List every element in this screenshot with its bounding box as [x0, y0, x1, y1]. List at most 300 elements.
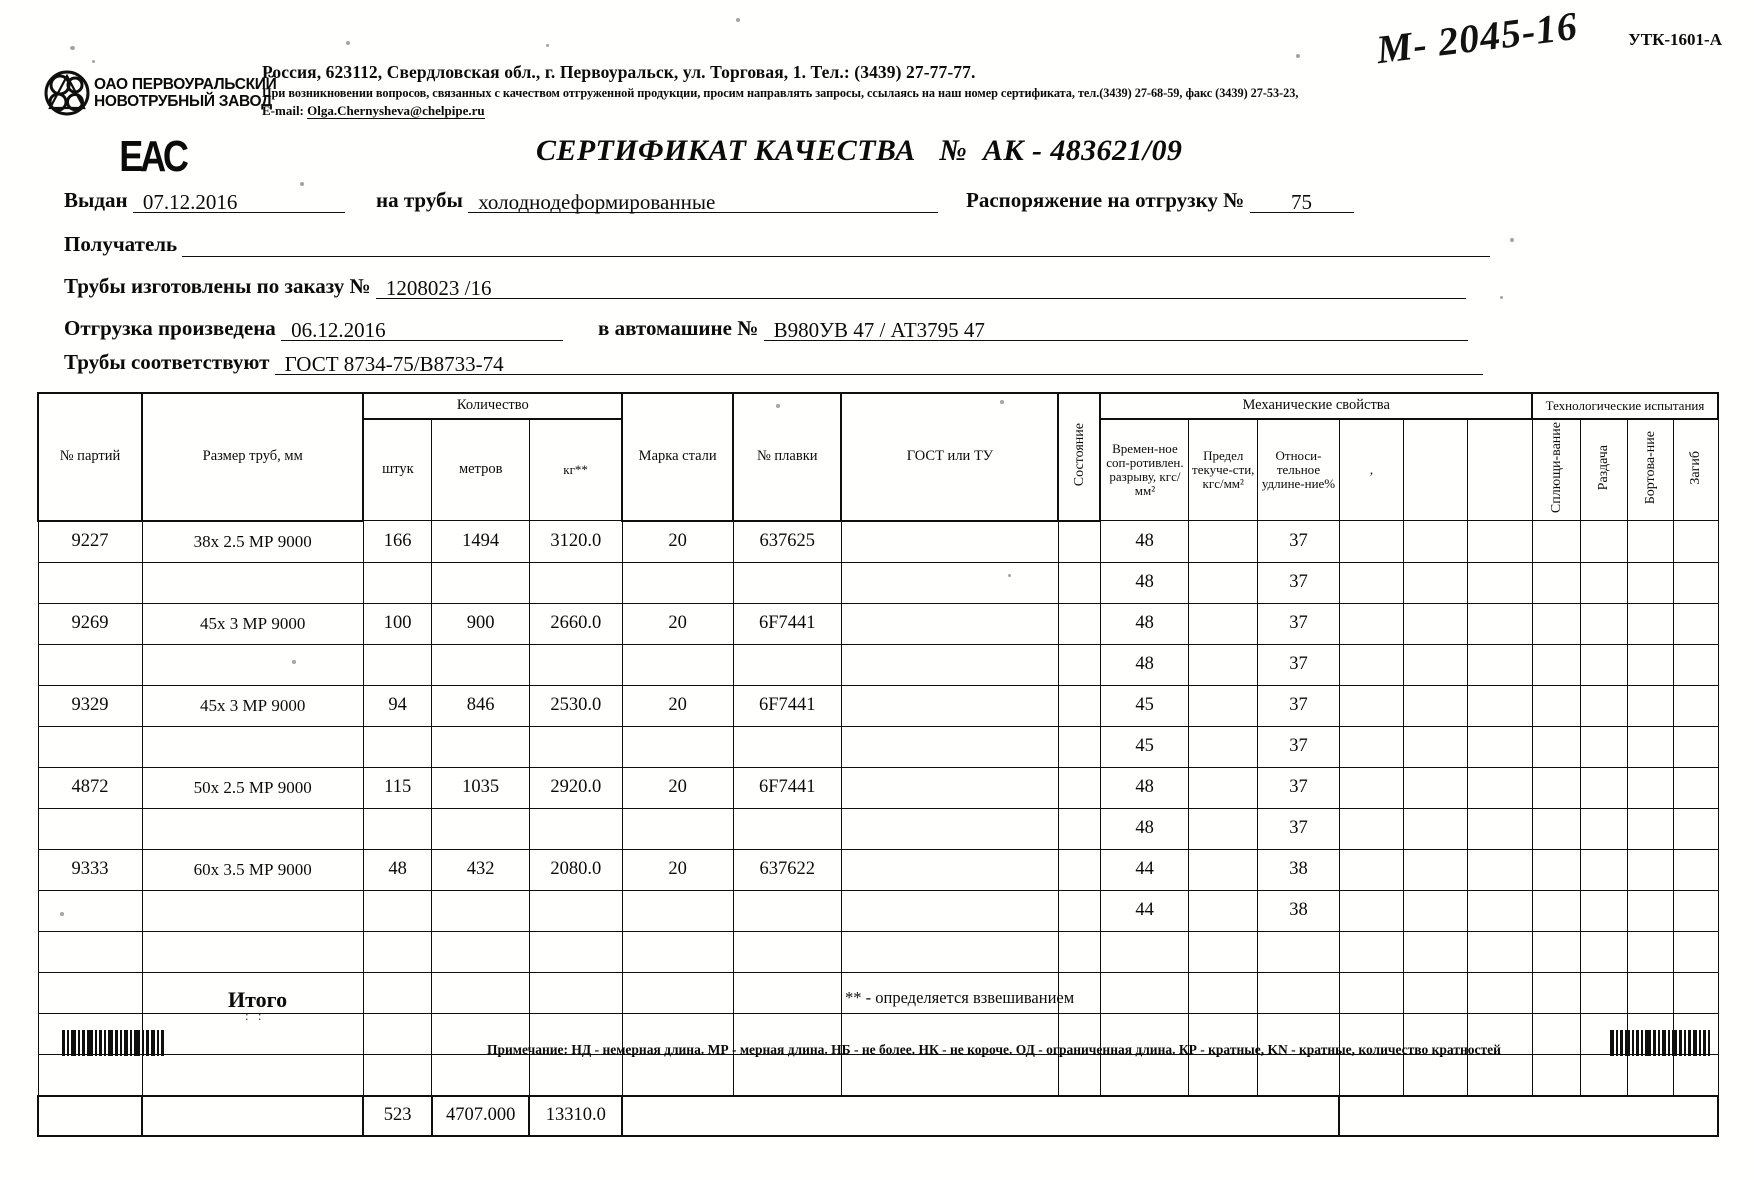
- cell-condition: [1058, 726, 1100, 767]
- cell-test-4: [1581, 972, 1627, 1013]
- cell-test-0: [1339, 808, 1403, 849]
- cell-condition: [1058, 808, 1100, 849]
- cell-test-2: [1468, 808, 1532, 849]
- cell-test-6: [1674, 767, 1718, 808]
- company-logo: [44, 68, 277, 118]
- cell-tensile: 45: [1100, 685, 1189, 726]
- field-recipient-value-box[interactable]: [182, 232, 1490, 257]
- field-order-value-box[interactable]: [376, 274, 1466, 299]
- cell-test-5: [1627, 603, 1673, 644]
- cell-pieces: [363, 726, 432, 767]
- cell-pieces: 100: [363, 603, 432, 644]
- col-header-condition-text: Состояние: [1071, 422, 1087, 487]
- cell-test-2: [1468, 767, 1532, 808]
- col-header-extra3: [1468, 419, 1532, 521]
- cell-size: [142, 562, 363, 603]
- cell-meters: [432, 931, 529, 972]
- col-header-expansion-text: Раздача: [1596, 445, 1612, 491]
- cell-test-4: [1581, 644, 1627, 685]
- totals-meters: 4707.000: [432, 1096, 529, 1136]
- cell-condition: [1058, 849, 1100, 890]
- cell-steel-grade: 20: [622, 521, 733, 563]
- group-header-quantity: Количество: [363, 393, 622, 419]
- cell-test-6: [1674, 849, 1718, 890]
- cell-test-1: [1404, 1054, 1468, 1096]
- cell-size: [142, 1054, 363, 1096]
- cell-gost: [841, 726, 1058, 767]
- cell-yield: [1189, 603, 1258, 644]
- cell-elongation: 37: [1258, 726, 1340, 767]
- cell-heat: 6F7441: [733, 685, 841, 726]
- cell-test-1: [1404, 562, 1468, 603]
- cell-kg: 3120.0: [529, 521, 622, 563]
- cell-test-5: [1627, 849, 1673, 890]
- field-order-label: Трубы изготовлены по заказу №: [64, 274, 371, 298]
- cell-tensile: 48: [1100, 603, 1189, 644]
- cell-size: [142, 644, 363, 685]
- cell-yield: [1189, 808, 1258, 849]
- field-vehicle: [598, 316, 1468, 341]
- field-issued-label: Выдан: [64, 188, 128, 212]
- cell-test-6: [1674, 644, 1718, 685]
- weighing-note: ** - определяется взвешиванием: [845, 988, 1075, 1007]
- cell-size: [142, 726, 363, 767]
- cell-test-2: [1468, 1054, 1532, 1096]
- cell-heat: 6F7441: [733, 603, 841, 644]
- group-header-mechanical: Механические свойства: [1100, 393, 1532, 419]
- cell-tensile: [1100, 1054, 1189, 1096]
- cell-yield: [1189, 685, 1258, 726]
- cell-steel-grade: 20: [622, 767, 733, 808]
- company-name: [94, 76, 277, 110]
- company-address-block: [262, 62, 1442, 119]
- cell-yield: [1189, 1054, 1258, 1096]
- cell-lot: [38, 972, 142, 1013]
- cell-yield: [1189, 562, 1258, 603]
- cell-meters: 1494: [432, 521, 529, 563]
- cell-gost: [841, 521, 1058, 563]
- cell-elongation: [1258, 972, 1340, 1013]
- table-row: [38, 685, 1718, 726]
- cell-test-3: [1532, 562, 1581, 603]
- field-shipment: [64, 316, 563, 341]
- col-header-meters: метров: [432, 419, 529, 521]
- cell-kg: [529, 562, 622, 603]
- cell-tensile: 48: [1100, 808, 1189, 849]
- cell-kg: 2660.0: [529, 603, 622, 644]
- cell-test-1: [1404, 644, 1468, 685]
- cell-tensile: 48: [1100, 644, 1189, 685]
- cell-test-2: [1468, 521, 1532, 563]
- cell-gost: [841, 562, 1058, 603]
- cell-elongation: 37: [1258, 521, 1340, 563]
- cell-kg: [529, 726, 622, 767]
- cell-test-4: [1581, 931, 1627, 972]
- cell-yield: [1189, 521, 1258, 563]
- table-row: [38, 808, 1718, 849]
- col-header-kg: кг**: [529, 419, 622, 521]
- col-header-extra2: [1404, 419, 1468, 521]
- cell-test-3: [1532, 972, 1581, 1013]
- cell-heat: [733, 644, 841, 685]
- col-header-lot: № партий: [38, 393, 142, 521]
- cell-size: [142, 890, 363, 931]
- cell-test-5: [1627, 890, 1673, 931]
- cell-meters: 900: [432, 603, 529, 644]
- cell-test-0: [1339, 849, 1403, 890]
- field-vehicle-label: в автомашине №: [598, 316, 759, 340]
- cell-yield: [1189, 849, 1258, 890]
- scan-speck: [1296, 54, 1300, 58]
- cell-steel-grade: 20: [622, 685, 733, 726]
- cell-pieces: [363, 931, 432, 972]
- cell-heat: 637622: [733, 849, 841, 890]
- col-header-extra1: ,: [1339, 419, 1403, 521]
- cell-test-3: [1532, 521, 1581, 563]
- field-shipping-order-value: 75: [1291, 190, 1312, 214]
- cell-steel-grade: [622, 644, 733, 685]
- cell-lot: [38, 644, 142, 685]
- col-header-gost: ГОСТ или ТУ: [841, 393, 1058, 521]
- certificate-number-label: №: [939, 134, 968, 167]
- cell-test-1: [1404, 767, 1468, 808]
- cell-condition: [1058, 890, 1100, 931]
- cell-test-1: [1404, 808, 1468, 849]
- cell-test-3: [1532, 1013, 1581, 1054]
- cell-test-0: [1339, 890, 1403, 931]
- cell-test-1: [1404, 603, 1468, 644]
- cell-test-3: [1532, 890, 1581, 931]
- field-recipient-label: Получатель: [64, 232, 178, 256]
- company-name-line1: ОАО ПЕРВОУРАЛЬСКИЙ: [94, 76, 277, 93]
- company-name-line2: НОВОТРУБНЫЙ ЗАВОД: [94, 93, 272, 110]
- handwritten-registration-note: М- 2045-16: [1373, 2, 1580, 73]
- cell-meters: [432, 562, 529, 603]
- field-shipping-order-label: Распоряжение на отгрузку №: [966, 188, 1245, 212]
- col-header-yield: Предел текуче-сти, кгс/мм²: [1189, 419, 1258, 521]
- cell-meters: 846: [432, 685, 529, 726]
- cell-test-0: [1339, 931, 1403, 972]
- cell-kg: [529, 808, 622, 849]
- company-address: Россия, 623112, Свердловская обл., г. Первоуральск, ул. Торговая, 1. Тел.: (3439) 27-77-77.: [262, 62, 976, 82]
- cell-test-6: [1674, 1054, 1718, 1096]
- table-row: [38, 726, 1718, 767]
- cell-condition: [1058, 603, 1100, 644]
- cell-meters: [432, 726, 529, 767]
- cell-elongation: 37: [1258, 808, 1340, 849]
- field-issued-value-box[interactable]: [133, 188, 345, 213]
- cell-heat: [733, 1054, 841, 1096]
- cell-test-1: [1404, 521, 1468, 563]
- cell-test-4: [1581, 562, 1627, 603]
- table-group-header-row: [38, 393, 1718, 419]
- cell-test-4: [1581, 521, 1627, 563]
- cell-steel-grade: [622, 808, 733, 849]
- cell-meters: [432, 808, 529, 849]
- cell-test-5: [1627, 972, 1673, 1013]
- cell-heat: 637625: [733, 521, 841, 563]
- cell-condition: [1058, 931, 1100, 972]
- field-order-value: 1208023 /16: [385, 276, 492, 300]
- cell-test-6: [1674, 890, 1718, 931]
- col-header-bend: [1674, 419, 1718, 521]
- cell-yield: [1189, 931, 1258, 972]
- cell-gost: [841, 808, 1058, 849]
- cell-kg: 2530.0: [529, 685, 622, 726]
- cell-test-0: [1339, 726, 1403, 767]
- cell-gost: [841, 1054, 1058, 1096]
- field-order: [64, 274, 1466, 299]
- cell-lot: 4872: [38, 767, 142, 808]
- col-header-size: Размер труб, мм: [142, 393, 363, 521]
- cell-lot: 9227: [38, 521, 142, 563]
- cell-test-3: [1532, 931, 1581, 972]
- cell-size: 45х 3 МР 9000: [142, 603, 363, 644]
- scan-speck: [736, 18, 740, 22]
- field-shipment-value-box[interactable]: [281, 316, 563, 341]
- field-pipes-for-value-box[interactable]: [468, 188, 938, 213]
- col-header-heat: № плавки: [733, 393, 841, 521]
- cell-test-1: [1404, 931, 1468, 972]
- table-row: [38, 890, 1718, 931]
- cell-test-5: [1627, 931, 1673, 972]
- email-label: E-mail:: [262, 103, 304, 118]
- field-shipment-value: 06.12.2016: [291, 318, 386, 342]
- cell-pieces: [363, 644, 432, 685]
- col-header-flanging: [1627, 419, 1673, 521]
- col-header-steel-grade: Марка стали: [622, 393, 733, 521]
- cell-heat: [733, 972, 841, 1013]
- cell-yield: [1189, 644, 1258, 685]
- cell-steel-grade: 20: [622, 849, 733, 890]
- col-header-elongation: Относи-тельное удлине-ние%: [1258, 419, 1340, 521]
- cell-test-0: [1339, 1054, 1403, 1096]
- cell-test-5: [1627, 562, 1673, 603]
- totals-kg: 13310.0: [529, 1096, 622, 1136]
- cell-elongation: [1258, 1054, 1340, 1096]
- col-header-flanging-text: Бортова-ние: [1642, 431, 1658, 505]
- email-address[interactable]: Olga.Chernysheva@chelpipe.ru: [307, 103, 485, 118]
- scan-speck: [1500, 296, 1503, 299]
- cell-pieces: 115: [363, 767, 432, 808]
- totals-label-cell: [142, 1096, 363, 1136]
- cell-heat: [733, 808, 841, 849]
- cell-test-3: [1532, 726, 1581, 767]
- cell-test-2: [1468, 726, 1532, 767]
- cell-test-4: [1581, 685, 1627, 726]
- cell-condition: [1058, 685, 1100, 726]
- table-row: [38, 767, 1718, 808]
- barcode-right: [1610, 1030, 1712, 1056]
- cell-heat: [733, 562, 841, 603]
- cell-test-0: [1339, 562, 1403, 603]
- certificate-table: [37, 392, 1719, 1137]
- cell-elongation: 37: [1258, 562, 1340, 603]
- cell-pieces: 94: [363, 685, 432, 726]
- legend-note: Примечание: НД - немерная длина. МР - мерная длина. НБ - не более. НК - не короче. ОД - ограниченная длина. КР - кратные, KN - кратные, количество кратностей: [487, 1042, 1501, 1057]
- cell-gost: [841, 849, 1058, 890]
- col-header-flattening: [1532, 419, 1581, 521]
- cell-tensile: [1100, 972, 1189, 1013]
- cell-lot: [38, 890, 142, 931]
- barcode-left: [62, 1030, 166, 1056]
- cell-condition: [1058, 767, 1100, 808]
- logo-mark-icon: [44, 70, 90, 116]
- table-row: [38, 521, 1718, 563]
- cell-yield: [1189, 890, 1258, 931]
- cell-tensile: 45: [1100, 726, 1189, 767]
- scan-speck: [546, 44, 549, 47]
- field-shipping-order-value-box[interactable]: [1250, 188, 1354, 213]
- cell-tensile: 48: [1100, 562, 1189, 603]
- cell-heat: [733, 890, 841, 931]
- cell-condition: [1058, 1054, 1100, 1096]
- cell-kg: 2920.0: [529, 767, 622, 808]
- cell-test-3: [1532, 808, 1581, 849]
- totals-label: Итого: [228, 987, 288, 1012]
- field-pipes-for-value: холоднодеформированные: [478, 190, 716, 214]
- cell-pieces: [363, 1013, 432, 1054]
- cell-size: [142, 931, 363, 972]
- cell-test-4: [1581, 603, 1627, 644]
- quality-notice: При возникновении вопросов, связанных с качеством отгруженной продукции, просим направлять запросы, ссылаясь на наш номер сертификата, тел.(3439) 27-68-59, факс (3439) 27-53-23,: [262, 86, 1299, 100]
- cell-pieces: [363, 808, 432, 849]
- cell-elongation: 37: [1258, 603, 1340, 644]
- cell-yield: [1189, 767, 1258, 808]
- cell-size: [142, 808, 363, 849]
- cell-test-3: [1532, 603, 1581, 644]
- cell-test-6: [1674, 726, 1718, 767]
- totals-pieces: 523: [363, 1096, 432, 1136]
- scan-speck: [346, 41, 350, 45]
- cell-gost: [841, 767, 1058, 808]
- cell-test-5: [1627, 1054, 1673, 1096]
- cell-tensile: 44: [1100, 890, 1189, 931]
- scan-speck: [70, 46, 75, 50]
- field-standard-value-box[interactable]: [275, 350, 1483, 375]
- field-standard: [64, 350, 1483, 375]
- field-pipes-for-label: на трубы: [376, 188, 463, 212]
- cell-pieces: 166: [363, 521, 432, 563]
- cell-test-4: [1581, 767, 1627, 808]
- cell-elongation: [1258, 931, 1340, 972]
- cell-steel-grade: [622, 1054, 733, 1096]
- cell-test-5: [1627, 521, 1673, 563]
- cell-pieces: [363, 890, 432, 931]
- cell-elongation: 38: [1258, 849, 1340, 890]
- cell-pieces: 48: [363, 849, 432, 890]
- cell-kg: 2080.0: [529, 849, 622, 890]
- field-pipes-for: [376, 188, 938, 213]
- totals-spacer-lot: [38, 1096, 142, 1136]
- cell-steel-grade: [622, 726, 733, 767]
- cell-meters: 432: [432, 849, 529, 890]
- table-row: [38, 562, 1718, 603]
- cell-elongation: 37: [1258, 767, 1340, 808]
- table-body: [38, 521, 1718, 1096]
- cell-gost: [841, 603, 1058, 644]
- cell-lot: [38, 726, 142, 767]
- cell-size: 50х 2.5 МР 9000: [142, 767, 363, 808]
- cell-test-1: [1404, 726, 1468, 767]
- field-shipment-label: Отгрузка произведена: [64, 316, 276, 340]
- cell-lot: [38, 931, 142, 972]
- totals-subscript-marks: : :: [245, 1008, 265, 1023]
- field-recipient: [64, 232, 1490, 257]
- cell-steel-grade: [622, 931, 733, 972]
- cell-test-2: [1468, 972, 1532, 1013]
- table-row: [38, 849, 1718, 890]
- cell-test-5: [1627, 808, 1673, 849]
- cell-meters: [432, 972, 529, 1013]
- cell-test-4: [1581, 1054, 1627, 1096]
- cell-test-5: [1627, 726, 1673, 767]
- cell-test-2: [1468, 685, 1532, 726]
- cell-size: 60х 3.5 МР 9000: [142, 849, 363, 890]
- cell-kg: [529, 1054, 622, 1096]
- certificate-number: АК - 483621/09: [983, 134, 1183, 167]
- field-shipping-order: [966, 188, 1354, 213]
- cell-test-6: [1674, 562, 1718, 603]
- cell-elongation: 37: [1258, 644, 1340, 685]
- col-header-bend-text: Загиб: [1688, 450, 1704, 485]
- cell-pieces: [363, 1054, 432, 1096]
- cell-test-4: [1581, 726, 1627, 767]
- cell-gost: [841, 931, 1058, 972]
- table-row: [38, 644, 1718, 685]
- cell-test-3: [1532, 644, 1581, 685]
- cell-test-6: [1674, 972, 1718, 1013]
- cell-test-4: [1581, 849, 1627, 890]
- cell-lot: 9329: [38, 685, 142, 726]
- email-line: [262, 103, 1442, 119]
- cell-test-2: [1468, 931, 1532, 972]
- cell-condition: [1058, 644, 1100, 685]
- table-row: [38, 603, 1718, 644]
- cell-test-2: [1468, 890, 1532, 931]
- cell-test-0: [1339, 972, 1403, 1013]
- cell-tensile: 48: [1100, 521, 1189, 563]
- cell-pieces: [363, 562, 432, 603]
- cell-elongation: 38: [1258, 890, 1340, 931]
- cell-meters: [432, 644, 529, 685]
- eac-conformity-mark-icon: EAC: [119, 132, 186, 181]
- cell-test-6: [1674, 931, 1718, 972]
- cell-meters: [432, 1054, 529, 1096]
- cell-test-3: [1532, 767, 1581, 808]
- cell-test-3: [1532, 849, 1581, 890]
- cell-kg: [529, 644, 622, 685]
- form-code: УТК-1601-А: [1628, 30, 1722, 49]
- totals-note-cell: [622, 1096, 1339, 1136]
- cell-test-5: [1627, 644, 1673, 685]
- cell-test-0: [1339, 644, 1403, 685]
- totals-empty-tail: [1339, 1096, 1718, 1136]
- cell-elongation: 37: [1258, 685, 1340, 726]
- col-header-expansion: [1581, 419, 1627, 521]
- cell-test-2: [1468, 562, 1532, 603]
- cell-test-1: [1404, 890, 1468, 931]
- field-vehicle-value-box[interactable]: [764, 316, 1468, 341]
- field-standard-label: Трубы соответствуют: [64, 350, 270, 374]
- cell-lot: [38, 1054, 142, 1096]
- cell-lot: 9333: [38, 849, 142, 890]
- cell-test-4: [1581, 890, 1627, 931]
- cell-tensile: 44: [1100, 849, 1189, 890]
- cell-kg: [529, 972, 622, 1013]
- table-row: [38, 1054, 1718, 1096]
- cell-gost: [841, 685, 1058, 726]
